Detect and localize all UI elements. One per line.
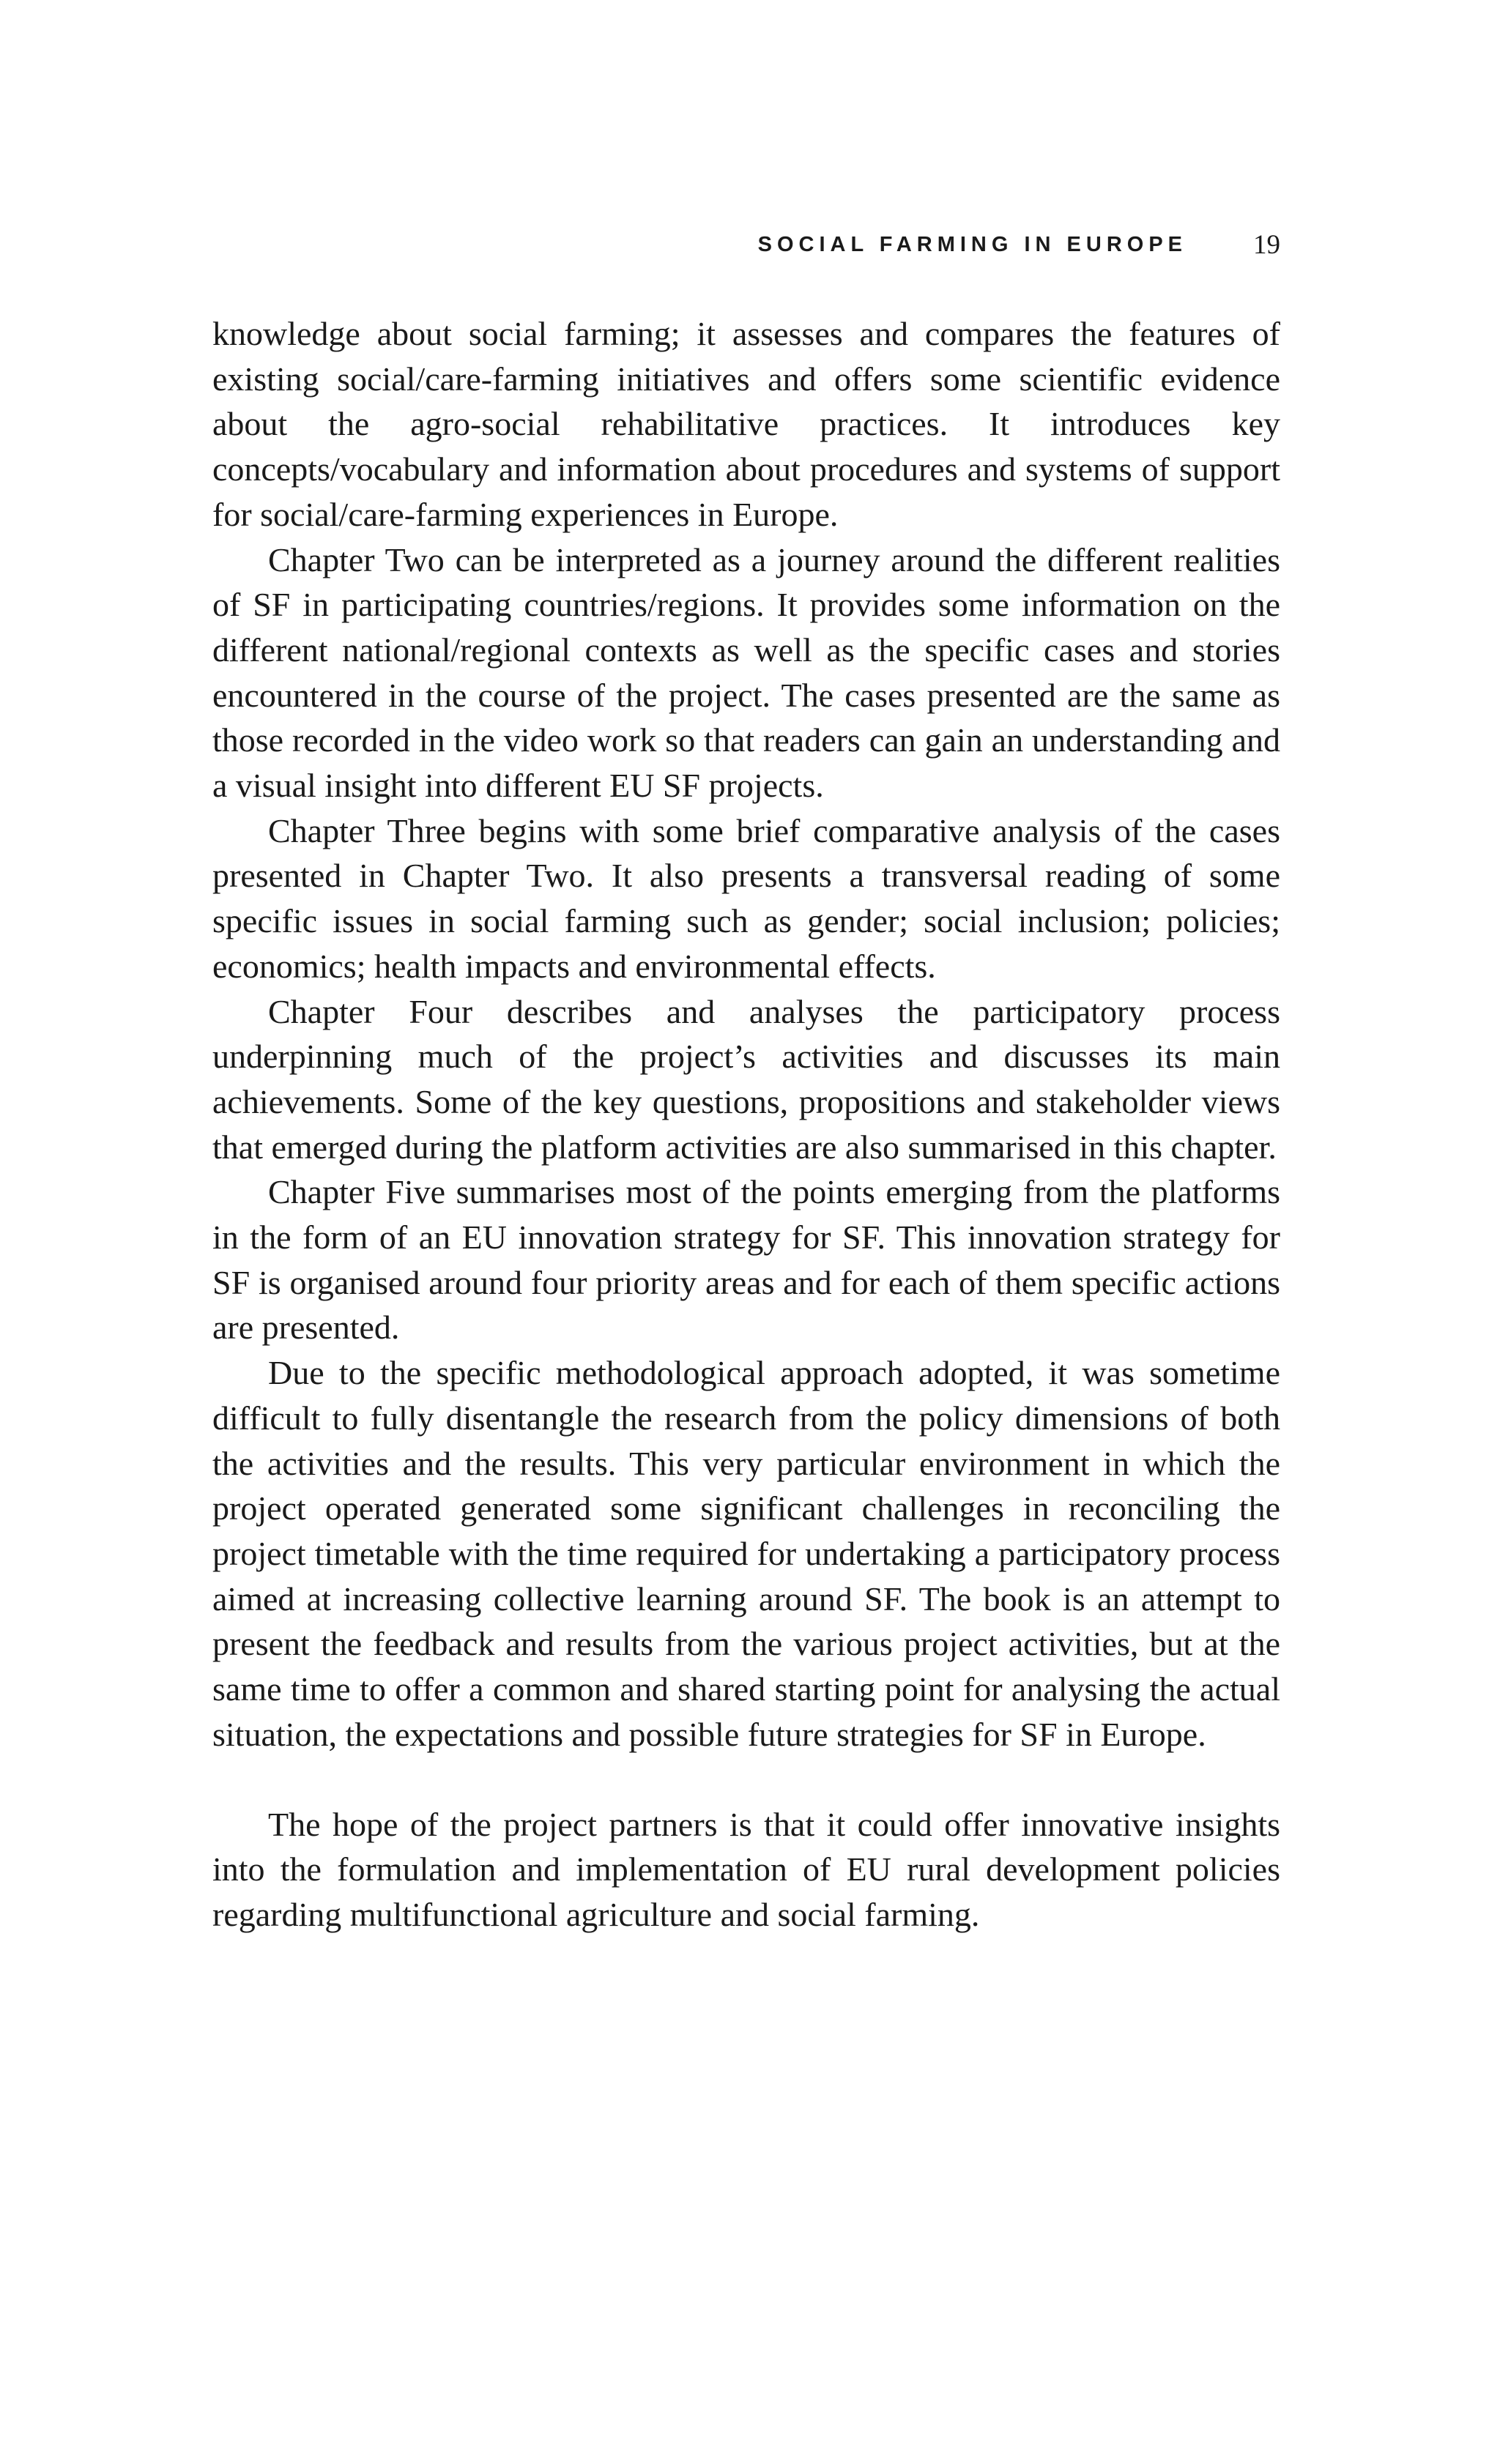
paragraph-chapter-three: Chapter Three begins with some brief comparative analysis of the cases presented in Chapter Two. It also presents a transversal reading of some specific issues in social farming such as gender; social inclusion; policies; economics; health impacts and environmental effects. (212, 811, 1280, 985)
running-head (732, 223, 1280, 267)
page-number: 19 (1253, 229, 1280, 260)
paragraph-chapter-four: Chapter Four describes and analyses the participatory process underpinning much of the project’s activities and discusses its main achievements. Some of the key questions, propositions and stakeholder views that emerged during the platform activities are also summarised in this chapter. (212, 992, 1280, 1166)
paragraph-continuation: knowledge about social farming; it assesses and compares the features of existing social/care-farming initiatives and offers some scientific evidence about the agro-social rehabilitative practices. It introduces key concepts/vocabulary and information about procedures and systems of support for social/care-farming experiences in Europe. (212, 315, 1280, 533)
paragraph-hope: The hope of the project partners is that it could offer innovative insights into the formulation and implementation of EU rural development policies regarding multifunctional agriculture and social farming. (212, 1805, 1280, 1933)
paragraph-chapter-two: Chapter Two can be interpreted as a journey around the different realities of SF in participating countries/regions. It provides some information on the different national/regional contexts as well as the specific cases and stories encountered in the course of the project. The cases presented are the same as those recorded in the video work so that readers can gain an understanding and a visual insight into different EU SF projects. (212, 540, 1280, 805)
paragraph-chapter-five: Chapter Five summarises most of the points emerging from the platforms in the form of an EU innovation strategy for SF. This innovation strategy for SF is organised around four priority areas and for each of them specific actions are presented. (212, 1173, 1280, 1347)
body-text (212, 311, 1280, 1938)
paragraph-methodology: Due to the specific methodological approach adopted, it was sometime difficult to fully disentangle the research from the policy dimensions of both the activities and the results. This very particular environment in which the project operated generated some significant challenges in reconciling the project timetable with the time required for undertaking a participatory process aimed at increasing collective learning around SF. The book is an attempt to present the feedback and results from the various project activities, but at the same time to offer a common and shared starting point for analysing the actual situation, the expectations and possible future strategies for SF in Europe. (212, 1354, 1280, 1753)
running-head-title: SOCIAL FARMING IN EUROPE (757, 232, 1187, 256)
